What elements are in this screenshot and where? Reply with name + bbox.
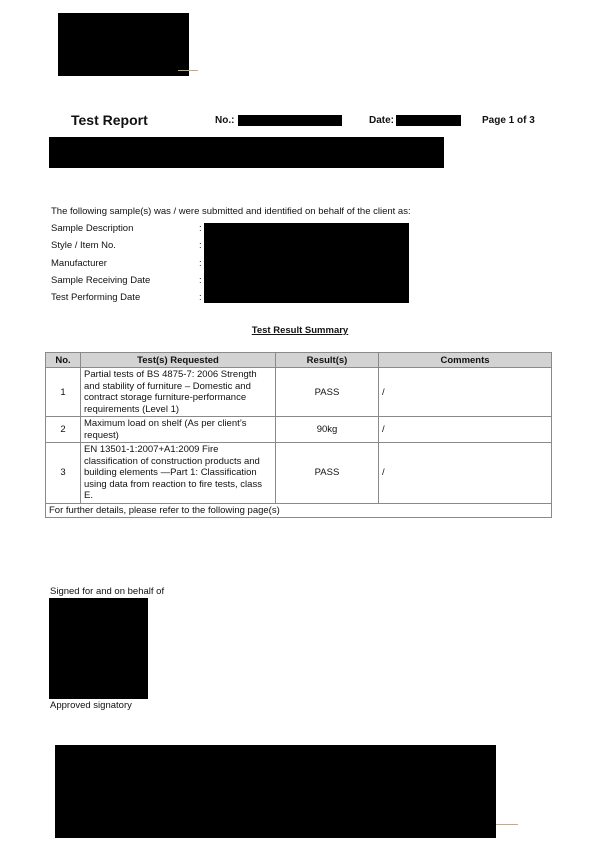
redacted-report-date xyxy=(396,115,461,126)
redacted-footer xyxy=(55,745,496,838)
row-result: 90kg xyxy=(276,417,379,443)
info-colon: : xyxy=(199,292,202,303)
column-header-result: Result(s) xyxy=(276,353,379,368)
signed-for-text: Signed for and on behalf of xyxy=(50,586,165,597)
redacted-signature xyxy=(49,598,148,699)
column-header-comments: Comments xyxy=(379,353,552,368)
row-result: PASS xyxy=(276,368,379,417)
info-colon: : xyxy=(199,240,202,251)
row-test-requested: Partial tests of BS 4875-7: 2006 Strength and stability of furniture – Domestic and contract storage furniture-performance requirements (Level 1) xyxy=(81,368,276,417)
table-footnote: For further details, please refer to the following page(s) xyxy=(46,503,552,517)
column-header-no: No. xyxy=(46,353,81,368)
redacted-client-banner xyxy=(49,137,444,168)
info-label-receiving-date: Sample Receiving Date xyxy=(51,275,151,286)
logo-underline xyxy=(178,70,198,71)
info-label-style-item: Style / Item No. xyxy=(51,240,116,251)
report-number-label: No.: xyxy=(215,115,235,126)
table-row xyxy=(46,368,552,417)
info-colon: : xyxy=(199,258,202,269)
column-header-test: Test(s) Requested xyxy=(81,353,276,368)
redacted-logo xyxy=(58,13,189,76)
row-result: PASS xyxy=(276,443,379,504)
info-colon: : xyxy=(199,275,202,286)
redacted-report-number xyxy=(238,115,342,126)
table-footnote-row xyxy=(46,503,552,517)
row-comment: / xyxy=(379,443,552,504)
row-number: 1 xyxy=(46,368,81,417)
summary-title: Test Result Summary xyxy=(251,325,349,336)
row-comment: / xyxy=(379,368,552,417)
approved-signatory-text: Approved signatory xyxy=(50,700,132,711)
report-title: Test Report xyxy=(71,112,148,128)
page-indicator: Page 1 of 3 xyxy=(482,115,535,126)
info-label-manufacturer: Manufacturer xyxy=(51,258,107,269)
footer-decorative-line xyxy=(496,824,518,825)
row-test-requested: EN 13501-1:2007+A1:2009 Fire classification of construction products and building elements —Part 1: Classification using data from reaction to fire tests, class E. xyxy=(81,443,276,504)
report-date-label: Date: xyxy=(369,115,395,126)
results-table xyxy=(45,352,552,518)
table-row xyxy=(46,417,552,443)
row-number: 3 xyxy=(46,443,81,504)
row-test-requested: Maximum load on shelf (As per client’s request) xyxy=(81,417,276,443)
info-label-performing-date: Test Performing Date xyxy=(51,292,141,303)
redacted-sample-info xyxy=(204,223,409,303)
intro-text: The following sample(s) was / were submitted and identified on behalf of the client as: xyxy=(51,206,411,217)
row-number: 2 xyxy=(46,417,81,443)
table-header-row xyxy=(46,353,552,368)
row-comment: / xyxy=(379,417,552,443)
table-row xyxy=(46,443,552,504)
info-colon: : xyxy=(199,223,202,234)
info-label-sample-description: Sample Description xyxy=(51,223,134,234)
